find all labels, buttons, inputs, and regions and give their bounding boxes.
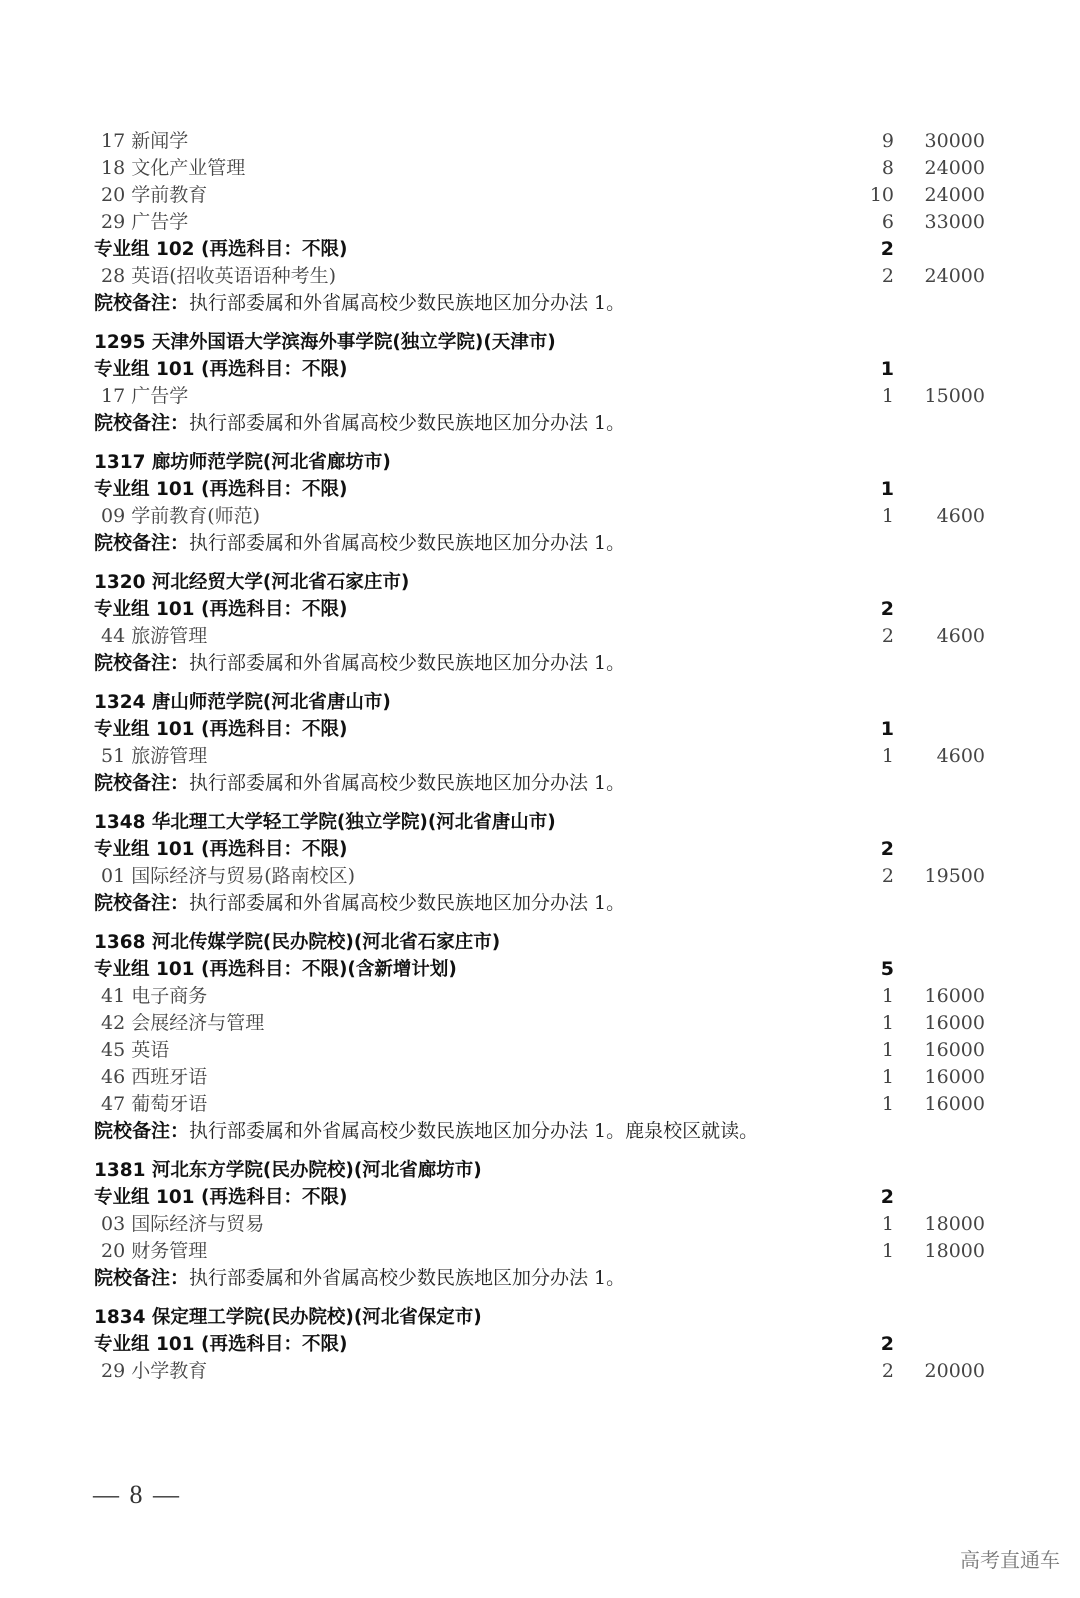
major-group-row: [0, 956, 1080, 983]
tuition-fee: 16000: [924, 1039, 985, 1061]
major-row: [0, 1091, 1080, 1118]
note-key: 院校备注：: [94, 292, 190, 314]
major-row: [0, 209, 1080, 236]
major-row: [0, 155, 1080, 182]
major-row: [0, 503, 1080, 530]
plan-count: 2: [881, 625, 894, 647]
page-number: — 8 —: [93, 1480, 181, 1509]
school-note-row: [0, 1118, 1080, 1145]
major-name: 44 旅游管理: [101, 625, 208, 647]
plan-count: 8: [881, 157, 894, 179]
tuition-fee: 18000: [924, 1213, 985, 1235]
school-note-row: [0, 530, 1080, 557]
note-body: 执行部委属和外省属高校少数民族地区加分办法 1。: [189, 532, 626, 554]
school-note-row: [0, 290, 1080, 317]
major-group-row: [0, 836, 1080, 863]
major-row: [0, 1358, 1080, 1385]
note-body: 执行部委属和外省属高校少数民族地区加分办法 1。: [189, 772, 626, 794]
school-header-row: [0, 689, 1080, 716]
major-name: 46 西班牙语: [101, 1066, 208, 1088]
plan-count: 1: [881, 1039, 894, 1061]
plan-count: 1: [880, 478, 894, 500]
major-row: [0, 182, 1080, 209]
school-name: 1317 廊坊师范学院(河北省廊坊市): [94, 452, 391, 473]
plan-count: 1: [881, 385, 894, 407]
note-key: 院校备注：: [94, 652, 190, 674]
tuition-fee: 4600: [936, 625, 985, 647]
plan-count: 1: [881, 1213, 894, 1235]
school-header-row: [0, 329, 1080, 356]
plan-count: 1: [881, 505, 894, 527]
major-name: 17 广告学: [101, 385, 189, 407]
note-body: 执行部委属和外省属高校少数民族地区加分办法 1。: [189, 412, 626, 434]
major-row: [0, 263, 1080, 290]
note-body: 执行部委属和外省属高校少数民族地区加分办法 1。: [189, 292, 626, 314]
school-note-row: [0, 1265, 1080, 1292]
major-row: [0, 1238, 1080, 1265]
group-name: 专业组 101 (再选科目：不限): [94, 479, 348, 500]
plan-count: 1: [880, 358, 894, 380]
tuition-fee: 16000: [924, 1093, 985, 1115]
plan-count: 5: [880, 958, 894, 980]
note-text: [94, 290, 625, 317]
plan-count: 2: [880, 238, 894, 260]
note-text: [94, 890, 625, 917]
school-name: 1348 华北理工大学轻工学院(独立学院)(河北省唐山市): [94, 812, 556, 833]
school-name: 1834 保定理工学院(民办院校)(河北省保定市): [94, 1307, 482, 1328]
major-row: [0, 983, 1080, 1010]
plan-count: 2: [880, 1333, 894, 1355]
note-body: 执行部委属和外省属高校少数民族地区加分办法 1。: [189, 1267, 626, 1289]
tuition-fee: 24000: [924, 265, 985, 287]
major-name: 41 电子商务: [101, 985, 208, 1007]
note-key: 院校备注：: [94, 1267, 190, 1289]
major-group-row: [0, 596, 1080, 623]
tuition-fee: 16000: [924, 985, 985, 1007]
major-name: 20 财务管理: [101, 1240, 208, 1262]
tuition-fee: 18000: [924, 1240, 985, 1262]
major-name: 29 小学教育: [101, 1360, 208, 1382]
note-key: 院校备注：: [94, 772, 190, 794]
tuition-fee: 4600: [936, 505, 985, 527]
plan-count: 9: [881, 130, 894, 152]
major-group-row: [0, 1184, 1080, 1211]
major-group-row: [0, 236, 1080, 263]
note-body: 执行部委属和外省属高校少数民族地区加分办法 1。: [189, 892, 626, 914]
note-text: [94, 650, 625, 677]
note-key: 院校备注：: [94, 1120, 190, 1142]
school-name: 1324 唐山师范学院(河北省唐山市): [94, 692, 391, 713]
major-name: 45 英语: [101, 1039, 170, 1061]
major-row: [0, 383, 1080, 410]
major-name: 51 旅游管理: [101, 745, 208, 767]
major-group-row: [0, 1331, 1080, 1358]
plan-count: 6: [881, 211, 894, 233]
group-name: 专业组 101 (再选科目：不限)(含新增计划): [94, 959, 457, 980]
tuition-fee: 24000: [924, 184, 985, 206]
tuition-fee: 30000: [924, 130, 985, 152]
note-text: [94, 770, 625, 797]
major-name: 42 会展经济与管理: [101, 1012, 265, 1034]
major-row: [0, 128, 1080, 155]
major-name: 01 国际经济与贸易(路南校区): [101, 865, 356, 887]
school-header-row: [0, 449, 1080, 476]
school-name: 1320 河北经贸大学(河北省石家庄市): [94, 572, 410, 593]
note-key: 院校备注：: [94, 412, 190, 434]
plan-count: 2: [880, 598, 894, 620]
major-name: 18 文化产业管理: [101, 157, 246, 179]
major-row: [0, 1037, 1080, 1064]
major-name: 03 国际经济与贸易: [101, 1213, 265, 1235]
group-name: 专业组 101 (再选科目：不限): [94, 1187, 348, 1208]
tuition-fee: 19500: [924, 865, 985, 887]
major-name: 28 英语(招收英语语种考生): [101, 265, 337, 287]
watermark-text: 高考直通车: [960, 1548, 1060, 1572]
note-text: [94, 410, 625, 437]
group-name: 专业组 101 (再选科目：不限): [94, 719, 348, 740]
group-name: 专业组 101 (再选科目：不限): [94, 1334, 348, 1355]
major-group-row: [0, 716, 1080, 743]
note-text: [94, 1118, 758, 1145]
group-name: 专业组 102 (再选科目：不限): [94, 239, 348, 260]
tuition-fee: 20000: [924, 1360, 985, 1382]
tuition-fee: 16000: [924, 1012, 985, 1034]
major-group-row: [0, 356, 1080, 383]
plan-count: 1: [881, 1093, 894, 1115]
group-name: 专业组 101 (再选科目：不限): [94, 839, 348, 860]
major-row: [0, 1211, 1080, 1238]
group-name: 专业组 101 (再选科目：不限): [94, 599, 348, 620]
plan-count: 2: [880, 838, 894, 860]
plan-count: 1: [881, 745, 894, 767]
plan-count: 1: [881, 1066, 894, 1088]
school-note-row: [0, 650, 1080, 677]
plan-count: 2: [881, 265, 894, 287]
school-header-row: [0, 809, 1080, 836]
major-row: [0, 1010, 1080, 1037]
plan-count: 1: [881, 1012, 894, 1034]
tuition-fee: 33000: [924, 211, 985, 233]
plan-count: 2: [881, 1360, 894, 1382]
major-row: [0, 1064, 1080, 1091]
note-text: [94, 530, 625, 557]
school-name: 1381 河北东方学院(民办院校)(河北省廊坊市): [94, 1160, 482, 1181]
school-note-row: [0, 410, 1080, 437]
school-header-row: [0, 1157, 1080, 1184]
school-name: 1295 天津外国语大学滨海外事学院(独立学院)(天津市): [94, 332, 556, 353]
note-key: 院校备注：: [94, 892, 190, 914]
school-header-row: [0, 1304, 1080, 1331]
major-row: [0, 863, 1080, 890]
plan-count: 10: [869, 184, 894, 206]
school-note-row: [0, 890, 1080, 917]
tuition-fee: 15000: [924, 385, 985, 407]
school-header-row: [0, 569, 1080, 596]
tuition-fee: 16000: [924, 1066, 985, 1088]
plan-count: 1: [880, 718, 894, 740]
major-row: [0, 743, 1080, 770]
plan-count: 1: [881, 985, 894, 1007]
major-row: [0, 623, 1080, 650]
note-body: 执行部委属和外省属高校少数民族地区加分办法 1。鹿泉校区就读。: [189, 1120, 759, 1142]
plan-count: 2: [880, 1186, 894, 1208]
plan-count: 2: [881, 865, 894, 887]
plan-count: 1: [881, 1240, 894, 1262]
school-name: 1368 河北传媒学院(民办院校)(河北省石家庄市): [94, 932, 501, 953]
major-name: 09 学前教育(师范): [101, 505, 261, 527]
tuition-fee: 24000: [924, 157, 985, 179]
major-name: 47 葡萄牙语: [101, 1093, 208, 1115]
school-note-row: [0, 770, 1080, 797]
note-text: [94, 1265, 625, 1292]
major-name: 17 新闻学: [101, 130, 189, 152]
tuition-fee: 4600: [936, 745, 985, 767]
major-group-row: [0, 476, 1080, 503]
major-name: 29 广告学: [101, 211, 189, 233]
note-body: 执行部委属和外省属高校少数民族地区加分办法 1。: [189, 652, 626, 674]
major-name: 20 学前教育: [101, 184, 208, 206]
group-name: 专业组 101 (再选科目：不限): [94, 359, 348, 380]
school-header-row: [0, 929, 1080, 956]
note-key: 院校备注：: [94, 532, 190, 554]
